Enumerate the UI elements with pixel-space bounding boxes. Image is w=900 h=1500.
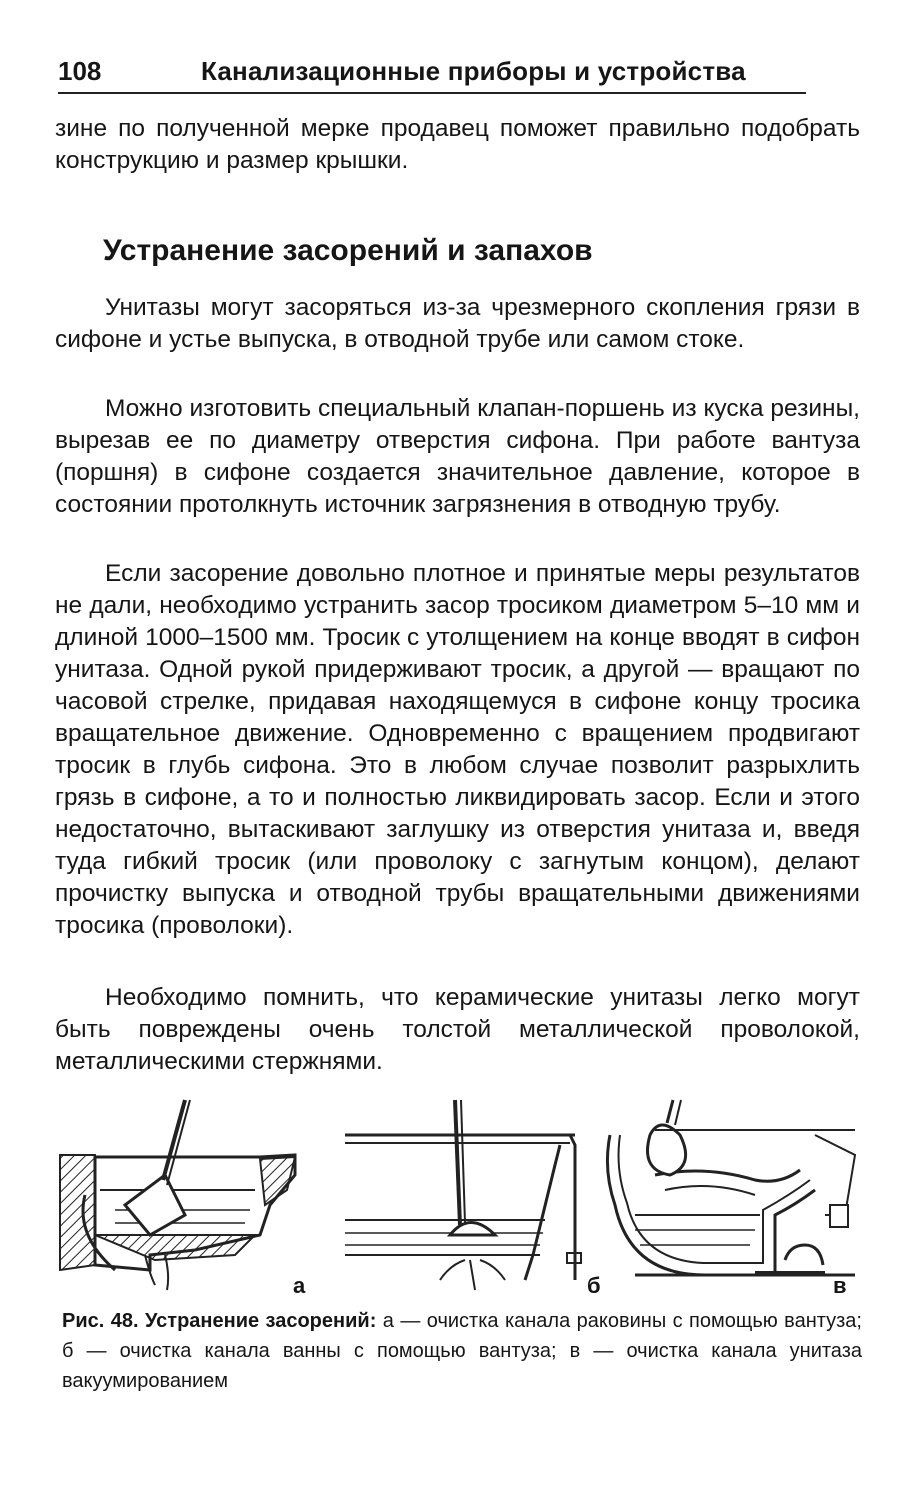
figure-48 xyxy=(55,1095,865,1310)
figure-illustrations xyxy=(55,1095,865,1310)
caption-text: а — очистка канала раковины с помощью вантуза; б — очистка канала ванны с помощью вантуза; в — очистка канала унитаза вакуумированием xyxy=(62,1310,862,1392)
paragraph: Необходимо помнить, что керамические унитазы легко могут быть повреждены очень толстой металлической проволокой, металлическими стержнями. xyxy=(55,984,860,1075)
figure-caption xyxy=(62,1306,862,1396)
bathtub-plunger-illustration xyxy=(345,1100,581,1290)
toilet-bowl-illustration xyxy=(607,1100,855,1275)
section-heading: Устранение засорений и запахов xyxy=(103,234,593,267)
caption-title: Рис. 48. Устранение засорений: xyxy=(62,1310,377,1332)
panel-label-b: б xyxy=(587,1273,601,1298)
page-header xyxy=(58,52,806,94)
running-title: Канализационные приборы и устройства xyxy=(201,56,746,86)
page-number: 108 xyxy=(58,56,102,86)
panel-label-v: в xyxy=(833,1273,847,1298)
sink-plunger-illustration xyxy=(60,1100,295,1290)
paragraph-continuation: зине по полученной мерке продавец поможет правильно подобрать конструкцию и размер крышки. xyxy=(55,115,860,174)
paragraph: Можно изготовить специальный клапан-поршень из куска резины, вырезав ее по диаметру отверстия сифона. При работе вантуза (поршня) в сифоне создается значительное давление, которое в состоянии протолкнуть источник загрязнения в отводную трубу. xyxy=(55,395,860,518)
panel-label-a: а xyxy=(293,1273,306,1298)
paragraph: Если засорение довольно плотное и принятые меры результатов не дали, необходимо устранить засор тросиком диаметром 5–10 мм и длиной 1000–1500 мм. Тросик с утолщением на конце вводят в сифон унитаза. Одной рукой придерживают тросик, а другой — вращают по часовой стрелке, придавая находящемуся в сифоне концу тросика вращательное движение. Одновременно с вращением продвигают тросик в глубь сифона. Это в любом случае позволит разрыхлить грязь в сифоне, а то и полностью ликвидировать засор. Если и этого недостаточно, вытаскивают заглушку из отверстия унитаза и, введя туда гибкий тросик (или проволоку с загнутым концом), делают прочистку выпуска и отводной трубы вращательными движениями тросика (проволоки). xyxy=(55,560,860,939)
paragraph: Унитазы могут засоряться из-за чрезмерного скопления грязи в сифоне и устье выпуска, в отводной трубе или самом стоке. xyxy=(55,294,860,353)
